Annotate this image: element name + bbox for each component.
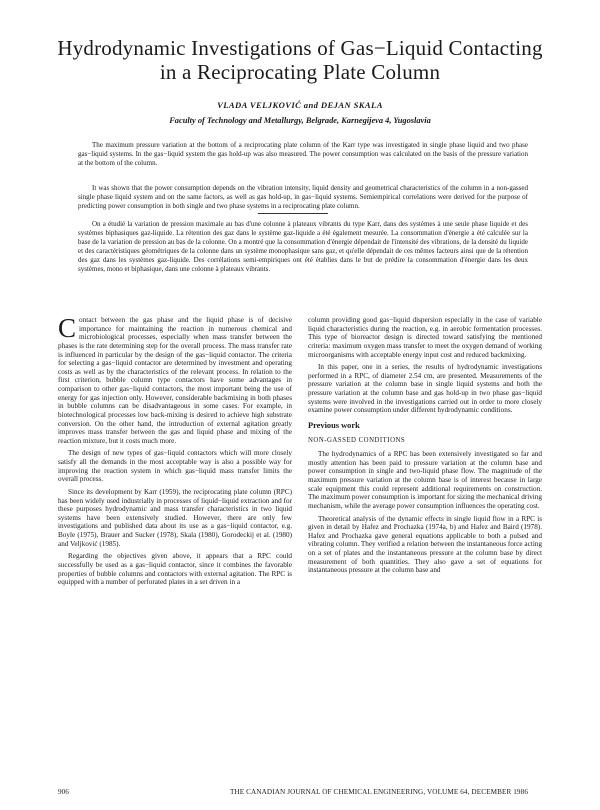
authors: VLADA VELJKOVIĆ and DEJAN SKALA xyxy=(217,100,383,110)
abstract-divider xyxy=(258,213,328,214)
subsection-heading: NON-GASSED CONDITIONS xyxy=(308,436,406,444)
abstract-english-paragraph-1: The maximum pressure variation at the bottom of a reciprocating plate column of the Karr type was investigated in single phase liquid and two phase gas−liquid systems. In the gas−liquid system the gas hold-up was also measured. The power consumption was calculated on the basis of the pressure variation at the bottom of the column. xyxy=(78,141,528,167)
intro-paragraph-6: In this paper, one in a series, the results of hydrodynamic investigations performed in a RPC, of diameter 2.54 cm, are presented. Measurements of the pressure variation at the column base in single liquid systems and both the pressure variation at the column base and gas hold-up in two phase gas−liquid systems were involved in the investigations carried out in order to more closely examine power consumption under different hydrodynamic conditions. xyxy=(308,363,542,415)
intro-paragraph-1-text: ontact between the gas phase and the liquid phase is of decisive importance for maintaining the reaction in numerous chemical and microbiological processes, especially when mass transfer between the phases is the rate determining step for the overall process. The mass transfer rate is influenced in particular by the design of the gas−liquid contactor. The criteria for selecting a gas−liquid contactor are determined by investment and operating costs as well as by the characteristics of the relevant process. In relation to the first criterion, bubble column type contactors have some advantages in comparison to other gas−liquid contactors, the most important being the use of energy for gas injection only. However, considerable backmixing in both phases in bubble columns can be disadvantageous in some cases. For example, in biotechnological processes low back-mixing is desired to achieve high substrate conversion. On the other hand, the introduction of external agitation greatly improves mass transfer between the gas and liquid phase and mixing of the reaction mixture, but it costs much more. xyxy=(58,316,292,445)
intro-paragraph-3: Since its development by Karr (1959), the reciprocating plate column (RPC) has been widely used industrially in processes of liquid−liquid extraction and for these purposes hydrodynamic and mass transfer characteristics in two liquid systems have been extensively studied. However, there are only few investigations and published data about its use as a gas−liquid contactor, e.g. Boyle (1975), Brauer and Sucker (1978), Skala (1980), Gorodeckij et al. (1980) and Veljković (1985). xyxy=(58,487,292,548)
title-line-2: in a Reciprocating Plate Column xyxy=(159,60,441,84)
intro-paragraph-1 xyxy=(58,313,292,445)
previous-work-paragraph-2: Theoretical analysis of the dynamic effects in single liquid flow in a RPC is given in detail by Hafez and Prochazka (1974a, b) and Hafez and Baird (1978). Hafez and Prochazka gave general equations applicable to both a pulsed and vibrating column. They verified a relation between the instantaneous force acting on a set of plates and the instantaneous pressure at the column base by direct measurement of both quantities. They also gave a set of equations for instantaneous pressure at the column base and xyxy=(308,514,542,575)
title-line-1: Hydrodynamic Investigations of Gas−Liquid Contacting xyxy=(57,36,543,60)
journal-footer: THE CANADIAN JOURNAL OF CHEMICAL ENGINEERING, VOLUME 64, DECEMBER 1986 xyxy=(230,788,529,796)
page-number: 906 xyxy=(58,788,69,796)
right-column xyxy=(308,316,542,575)
drop-cap: C xyxy=(58,313,77,343)
intro-paragraph-2: The design of new types of gas−liquid contactors which will more closely satisfy all the demands in the most acceptable way is also a possible way for improving the reaction system in which gas−liquid mass transfer limits the overall process. xyxy=(58,449,292,484)
left-column xyxy=(58,313,292,587)
intro-paragraph-5: column providing good gas−liquid dispersion especially in the case of variable liquid characteristics during the reaction, e.g. in aerobic fermentation processes. This type of bioreactor design is directed toward satisfying the mentioned criteria: maximum oxygen mass transfer to meet the oxygen demand of working microorganisms with acceptable energy input cost and reduced backmixing. xyxy=(308,316,542,359)
intro-paragraph-4: Regarding the objectives given above, it appears that a RPC could successfully be used as a gas−liquid contactor, since it combines the favorable properties of bubble columns and contactors with external agitation. The RPC is equipped with a number of perforated plates in a set driven in a xyxy=(58,552,292,587)
affiliation: Faculty of Technology and Metallurgy, Belgrade, Karnegijeva 4, Yugoslavia xyxy=(169,116,431,125)
section-heading: Previous work xyxy=(308,420,360,430)
abstract-english-paragraph-2: It was shown that the power consumption depends on the vibration intensity, liquid density and geometrical characteristics of the column in a non-gassed single phase liquid system and on the same factors, as well as gas hold-up, in gas−liquid systems. Semiempirical correlations were derived for the purpose of predicting power consumption in both single and two phase systems in a reciprocating plate column. xyxy=(78,184,528,210)
abstract-french: On a étudié la variation de pression maximale au bas d'une colonne à plateaux vibrants du type Karr, dans des systèmes à une seule phase liquide et des systèmes biphasiques gaz-liquide. La rétention des gaz dans le système gaz-liquide a été également mesurée. La consommation d'énergie a été calculée sur la base de la variation de pression au bas de la colonne. On a montré que la consommation d'énergie dépendait de l'intensité des vibrations, de la densité du liquide et des caractéristiques géométriques de la colonne dans un système monophasique sans gaz, et qu'elle dépendait de ces mêmes facteurs ainsi que de la rétention des gaz dans les systèmes gaz-liquide. Des corrélations semi-empiriques ont été établies dans le but de prédire la consommation d'énergie dans les deux systèmes, mono et biphasique, dans une colonne à plateaux vibrants. xyxy=(78,220,528,273)
previous-work-paragraph-1: The hydrodynamics of a RPC has been extensively investigated so far and mostly attention has been paid to pressure variation at the column base and power consumption in single and two-liquid phase flow. The magnitude of the maximum pressure variation at the column base is of interest because in large scale equipment this could represent additional requirements on construction. The maximum power consumption is important for sizing the mechanical driving mechanism, while the average power consumption influences the operating cost. xyxy=(308,450,542,510)
